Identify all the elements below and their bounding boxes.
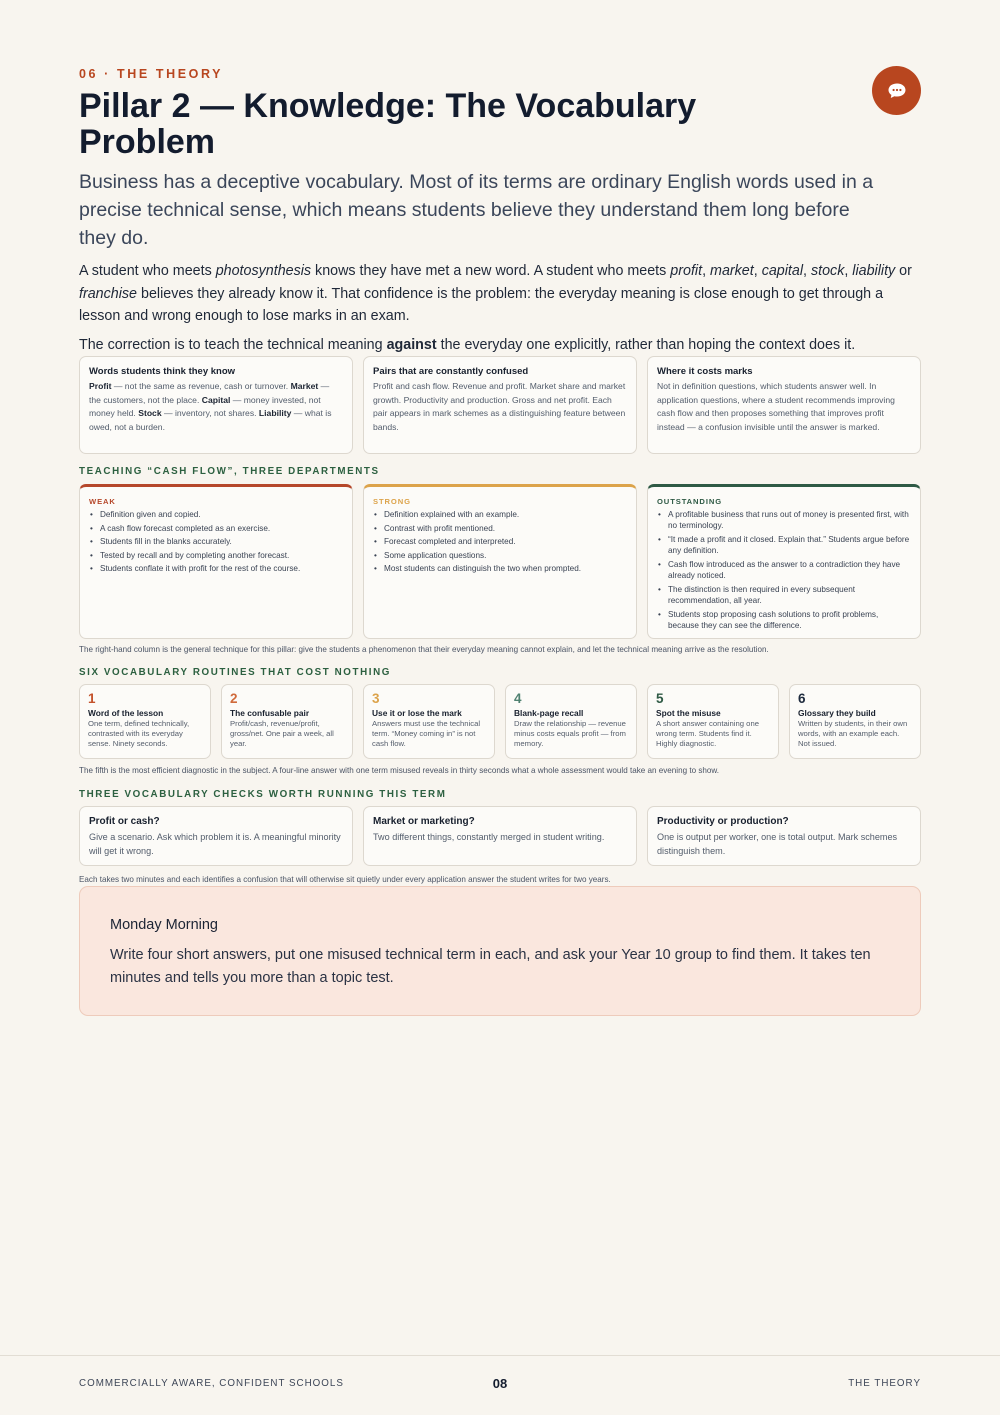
routine-text: Draw the relationship — revenue minus costs equals profit — from memory. [514, 719, 626, 749]
department-list [89, 509, 343, 574]
checks-heading: THREE VOCABULARY CHECKS WORTH RUNNING THIS TERM [79, 789, 447, 800]
routine-card [789, 684, 921, 759]
speech-bubble-icon [887, 82, 907, 100]
routine-card [647, 684, 779, 759]
footer-divider [0, 1355, 1000, 1356]
intro-paragraph: A student who meets photosynthesis knows they have met a new word. A student who meets profit, market, capital, stock, liability or franchise believes they already know it. That confidence is the problem: the everyday meaning is close enough to get through a lesson and wrong enough to lose marks in an exam. [79, 263, 912, 324]
page-title: Pillar 2 — Knowledge: The Vocabulary Problem [79, 87, 697, 161]
card-where-it-costs-marks [647, 356, 921, 454]
check-text: Two different things, constantly merged in student writing. [373, 832, 605, 842]
check-text: Give a scenario. Ask which problem it is. A meaningful minority will get it wrong. [89, 832, 341, 856]
card-confused-pairs [363, 356, 637, 454]
list-item: • Definition explained with an example. [373, 509, 627, 520]
check-card [363, 806, 637, 866]
routine-card [221, 684, 353, 759]
routine-number: 6 [798, 691, 806, 706]
department-strong [363, 484, 637, 639]
card-text: Profit and cash flow. Revenue and profit. Market share and market growth. Productivity and production. Gross and net profit. Each pair appears in mark schemes as a distinguishing feature between bands. [373, 381, 626, 432]
card-text: Not in definition questions, which students answer well. In application questions, where a student recommends improving cash flow and then proposes something that improves profit instead — a confusion invisible until the answer is marked. [657, 381, 895, 432]
list-item: • Students fill in the blanks accurately. [89, 536, 343, 547]
list-item: • A cash flow forecast completed as an exercise. [89, 523, 343, 534]
check-text: One is output per worker, one is total output. Mark schemes distinguish them. [657, 832, 898, 856]
list-item: • Students stop proposing cash solutions to profit problems, because they can see the difference. [657, 609, 911, 632]
routine-title: Glossary they build [798, 708, 876, 718]
routine-title: The confusable pair [230, 708, 310, 718]
monday-morning-callout [79, 886, 921, 1016]
routine-title: Use it or lose the mark [372, 708, 462, 718]
card-title: Where it costs marks [657, 366, 753, 377]
page-number: 08 [492, 1376, 508, 1391]
routine-text: A short answer containing one wrong term. Students find it. Highly diagnostic. [656, 719, 759, 749]
department-label: WEAK [89, 497, 116, 506]
routine-text: Answers must use the technical term. “Money coming in” is not cash flow. [372, 719, 481, 749]
list-item: • Forecast completed and interpreted. [373, 536, 627, 547]
list-item: • Most students can distinguish the two when prompted. [373, 563, 627, 574]
footer-right: THE THEORY [848, 1378, 921, 1389]
correction-paragraph: The correction is to teach the technical meaning against the everyday one explicitly, rather than hoping the context does it. [79, 337, 856, 353]
department-list [373, 509, 627, 574]
chat-button[interactable] [872, 66, 921, 115]
footer-left: COMMERCIALLY AWARE, CONFIDENT SCHOOLS [79, 1378, 344, 1389]
card-text: Profit — not the same as revenue, cash or turnover. Market — the customers, not the place. Capital — money invested, not money held. Stock — inventory, not shares. Liability — what is owed, not a burden. [89, 381, 332, 432]
routine-number: 2 [230, 691, 238, 706]
callout-title: Monday Morning [110, 917, 218, 933]
department-weak [79, 484, 353, 639]
list-item: • Tested by recall and by completing another forecast. [89, 550, 343, 561]
check-card [647, 806, 921, 866]
routine-number: 1 [88, 691, 96, 706]
department-label: OUTSTANDING [657, 497, 723, 506]
routine-text: Written by students, in their own words, with an example each. Not issued. [798, 719, 908, 749]
section-eyebrow: 06 · THE THEORY [79, 67, 224, 81]
routine-number: 4 [514, 691, 522, 706]
departments-note: The right-hand column is the general technique for this pillar: give the students a phenomenon that their everyday meaning cannot explain, and let the technical meaning arrive as the resolution. [79, 645, 769, 654]
list-item: • A profitable business that runs out of money is presented first, with no terminology. [657, 509, 911, 532]
card-title: Pairs that are constantly confused [373, 366, 529, 377]
routine-text: Profit/cash, revenue/profit, gross/net. One pair a week, all year. [230, 719, 334, 749]
routine-title: Spot the misuse [656, 708, 721, 718]
list-item: • Definition given and copied. [89, 509, 343, 520]
list-item: • The distinction is then required in every subsequent recommendation, all year. [657, 584, 911, 607]
list-item: • Cash flow introduced as the answer to a contradiction they have already noticed. [657, 559, 911, 582]
routines-note: The fifth is the most efficient diagnostic in the subject. A four-line answer with one term misused reveals in thirty seconds what a whole assessment would take an evening to show. [79, 766, 720, 775]
list-item: • Contrast with profit mentioned. [373, 523, 627, 534]
routine-number: 5 [656, 691, 664, 706]
checks-note: Each takes two minutes and each identifies a confusion that will otherwise sit quietly under every application answer the student writes for two years. [79, 875, 611, 884]
routine-card [363, 684, 495, 759]
department-label: STRONG [373, 497, 411, 506]
routine-card [79, 684, 211, 759]
routine-text: One term, defined technically, contrasted with its everyday sense. Ninety seconds. [88, 719, 190, 749]
card-words-students-know [79, 356, 353, 454]
department-list [657, 509, 911, 631]
check-card [79, 806, 353, 866]
departments-heading: TEACHING “CASH FLOW”, THREE DEPARTMENTS [79, 466, 380, 477]
check-title: Market or marketing? [373, 816, 475, 827]
list-item: • “It made a profit and it closed. Explain that.” Students argue before any definition. [657, 534, 911, 557]
list-item: • Some application questions. [373, 550, 627, 561]
routine-title: Blank-page recall [514, 708, 584, 718]
routine-number: 3 [372, 691, 380, 706]
callout-text: Write four short answers, put one misused technical term in each, and ask your Year 10 group to find them. It takes ten minutes and tells you more than a topic test. [110, 947, 871, 986]
routine-card [505, 684, 637, 759]
check-title: Productivity or production? [657, 816, 789, 827]
card-title: Words students think they know [89, 366, 236, 377]
lede-paragraph: Business has a deceptive vocabulary. Most of its terms are ordinary English words used in a precise technical sense, which means students believe they understand them long before they do. [79, 171, 874, 249]
check-title: Profit or cash? [89, 816, 160, 827]
routines-heading: SIX VOCABULARY ROUTINES THAT COST NOTHING [79, 667, 391, 678]
department-outstanding [647, 484, 921, 639]
list-item: • Students conflate it with profit for the rest of the course. [89, 563, 343, 574]
routine-title: Word of the lesson [88, 708, 164, 718]
